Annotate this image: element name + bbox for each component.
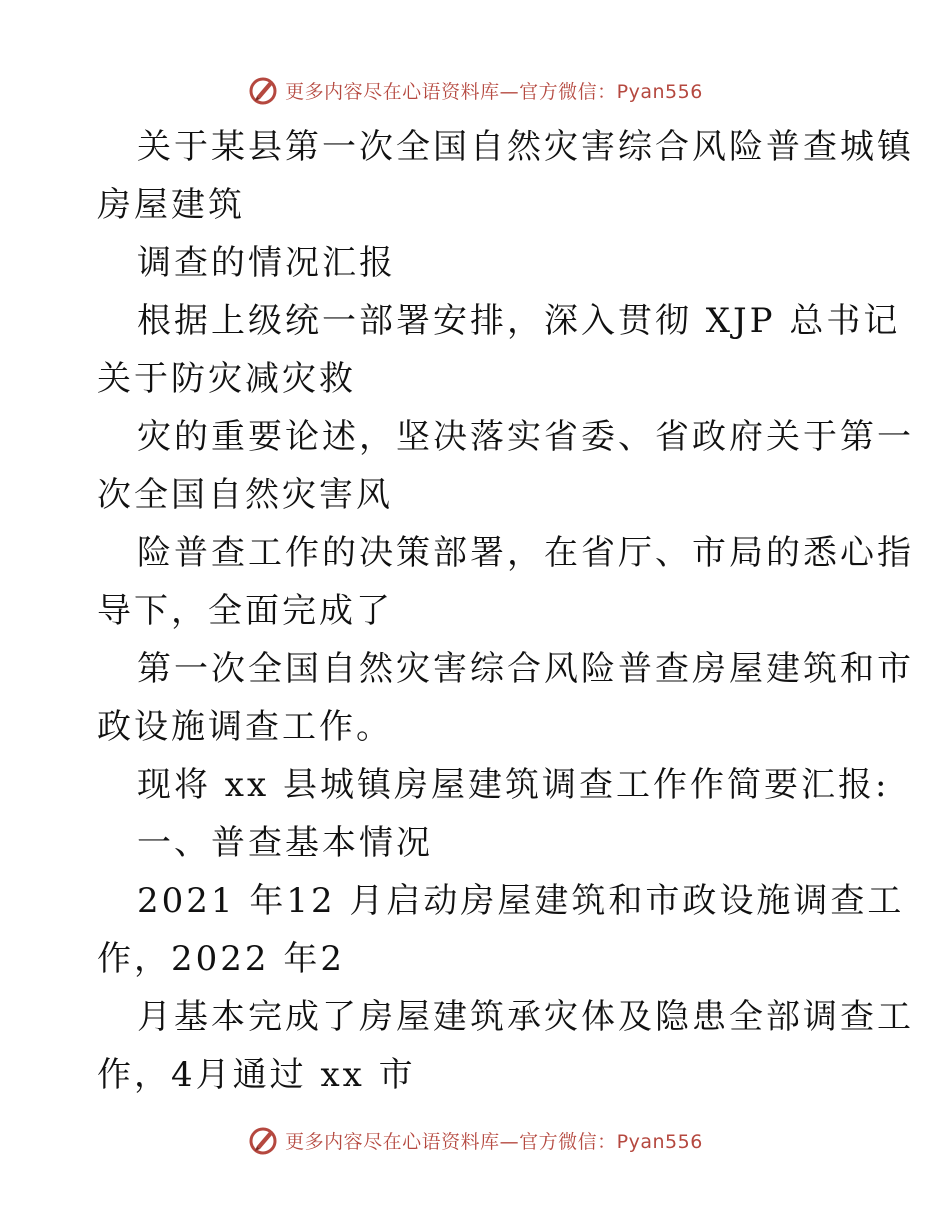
line-17: 作，4月通过 xx 市 [97, 1055, 416, 1095]
line-2: 房屋建筑 [97, 185, 245, 225]
line-10: 第一次全国自然灾害综合风险普查房屋建筑和市 [137, 649, 914, 689]
document-body [97, 118, 914, 1104]
line-8: 险普查工作的决策部署，在省厅、市局的悉心指 [137, 533, 914, 573]
line-16: 月基本完成了房屋建筑承灾体及隐患全部调查工 [137, 997, 914, 1037]
line-13: 一、普查基本情况 [137, 823, 433, 863]
line-12: 现将 xx 县城镇房屋建筑调查工作作简要汇报: [137, 765, 890, 805]
line-11: 政设施调查工作。 [97, 707, 393, 747]
line-7: 次全国自然灾害风 [97, 475, 393, 515]
banner-text: 更多内容尽在心语资料库—官方微信：Pyan556 [285, 1130, 703, 1153]
banner-text: 更多内容尽在心语资料库—官方微信：Pyan556 [285, 80, 703, 103]
line-9: 导下，全面完成了 [97, 591, 393, 631]
line-3: 调查的情况汇报 [137, 243, 396, 283]
footer-banner [0, 1120, 950, 1160]
pen-logo-icon [247, 1124, 279, 1156]
line-4: 根据上级统一部署安排，深入贯彻 XJP 总书记 [137, 301, 901, 341]
line-5: 关于防灾减灾救 [97, 359, 356, 399]
line-1: 关于某县第一次全国自然灾害综合风险普查城镇 [137, 127, 914, 167]
pen-logo-icon [247, 74, 279, 106]
header-banner [0, 70, 950, 110]
line-6: 灾的重要论述，坚决落实省委、省政府关于第一 [137, 417, 914, 457]
line-14: 2021 年12 月启动房屋建筑和市政设施调查工 [137, 881, 905, 921]
line-15: 作，2022 年2 [97, 939, 345, 979]
